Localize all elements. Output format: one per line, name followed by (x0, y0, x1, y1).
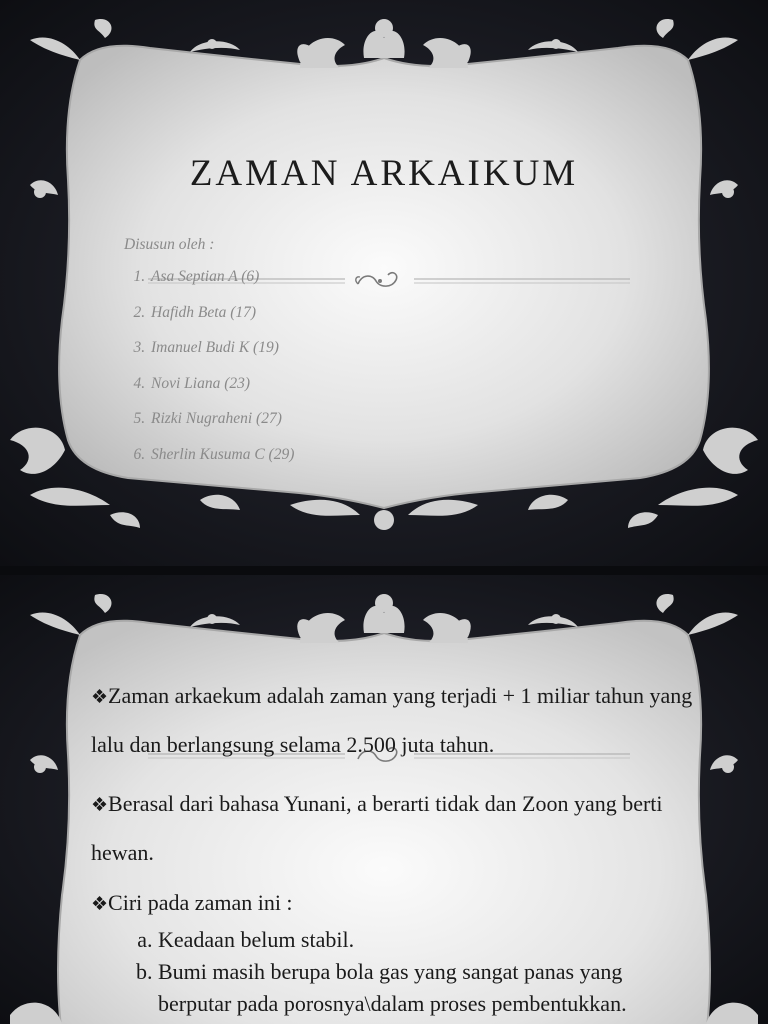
list-item: b. Bumi masih berupa bola gas yang sangat panas yang berputar pada porosnya\dalam proses pembentukkan. (158, 956, 701, 1020)
author-items (124, 268, 604, 482)
subtitle-heading: Disusun oleh : (124, 236, 215, 253)
list-item: 2. Hafidh Beta (17) (149, 304, 604, 340)
diamond-bullet-icon: ❖ (91, 687, 109, 708)
paragraph-text: Zaman arkaekum adalah zaman yang terjadi + 1 miliar tahun yang lalu dan berlangsung selama 2.500 juta tahun. (91, 683, 693, 757)
list-item: 4. Novi Liana (23) (149, 375, 604, 411)
paragraph-1 (91, 672, 701, 768)
list-item: 6. Sherlin Kusuma C (29) (149, 446, 604, 482)
slide-separator (0, 566, 768, 575)
diamond-bullet-icon: ❖ (91, 894, 109, 915)
paragraph-text: Ciri pada zaman ini : (108, 890, 293, 915)
paragraph-3 (91, 888, 701, 920)
list-item: 3. Imanuel Budi K (19) (149, 339, 604, 375)
diamond-bullet-icon: ❖ (91, 795, 109, 816)
list-item: a. Keadaan belum stabil. (158, 924, 701, 956)
feature-list (91, 924, 701, 1020)
list-item: 5. Rizki Nugraheni (27) (149, 410, 604, 446)
slide-title: ZAMAN ARKAIKUM (189, 153, 579, 194)
author-list (124, 236, 604, 482)
slide-2-body (91, 672, 701, 1020)
paragraph-2 (91, 780, 701, 876)
list-item: 1. Asa Septian A (6) (149, 268, 604, 304)
slide-2[interactable] (0, 575, 768, 1024)
paragraph-text: Berasal dari bahasa Yunani, a berarti tidak dan Zoon yang berti hewan. (91, 791, 663, 865)
